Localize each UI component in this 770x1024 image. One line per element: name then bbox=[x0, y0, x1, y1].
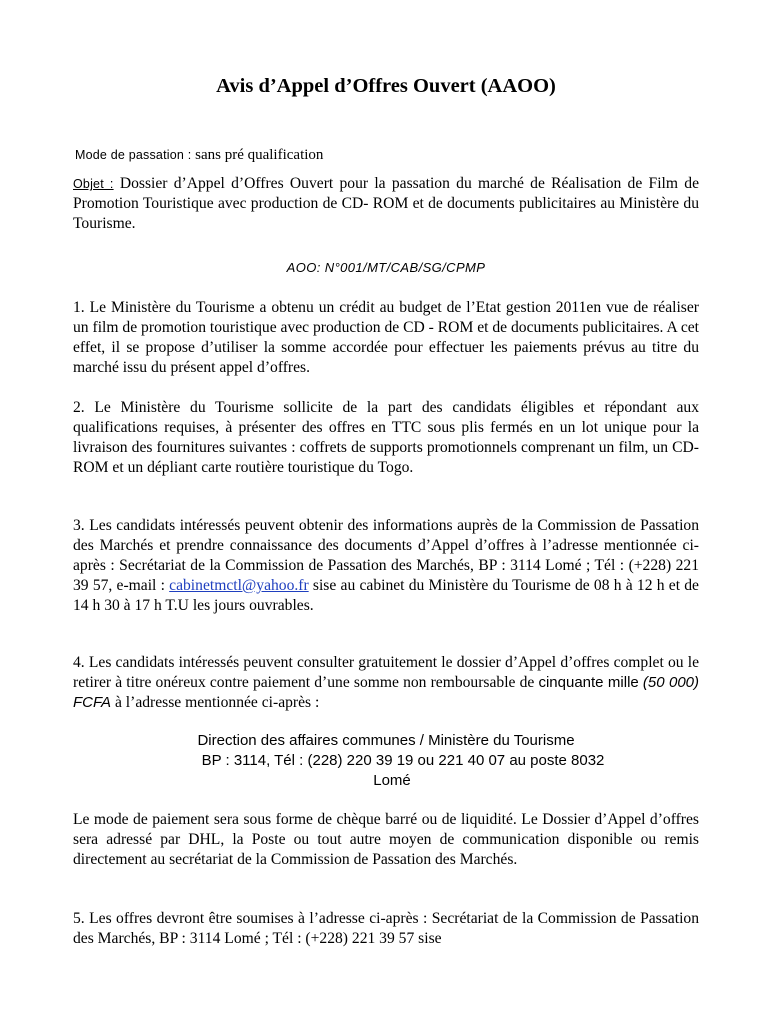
paragraph-5: 5. Les offres devront être soumises à l’adresse ci-après : Secrétariat de la Commission de Passation des Marchés, BP : 3114 Lomé ; Tél : (+228) 221 39 57 sise bbox=[73, 910, 699, 947]
price-words: cinquante mille bbox=[538, 674, 639, 691]
reference-number: AOO: N°001/MT/CAB/SG/CPMP bbox=[286, 260, 486, 275]
paragraph-1: 1. Le Ministère du Tourisme a obtenu un crédit au budget de l’Etat gestion 2011en vue de réaliser un film de promotion touristique avec production de CD - ROM et de documents publicitaires. A cet effet, il se propose d’utiliser la somme accordée pour effectuer les paiements prévus au titre du marché issu du présent appel d’offres. bbox=[73, 299, 699, 376]
paragraph-3-text: 3. Les candidats intéressés peuvent obtenir des informations auprès de la Commission de Passation des Marchés et prendre connaissance des documents d’Appel d’offres à l’adresse mentionnée ci-après : Secrétariat de la Commission de Passation des Marchés, BP : 3114 Lomé ; Tél : (+228) 221 39 57, e-mail : bbox=[73, 517, 699, 594]
paragraph-payment: Le mode de paiement sera sous forme de chèque barré ou de liquidité. Le Dossier d’Appel d’offres sera adressé par DHL, la Poste ou tout autre moyen de communication disponible ou remis directement au secrétariat de la Commission de Passation des Marchés. bbox=[73, 811, 699, 868]
objet-text: Dossier d’Appel d’Offres Ouvert pour la passation du marché de Réalisation de Film de Promotion Touristique avec production de CD- ROM et de documents publicitaires au Ministère du Tourisme. bbox=[73, 175, 699, 232]
address-line-1: Direction des affaires communes / Ministère du Tourisme bbox=[197, 732, 575, 749]
mode-label: Mode de passation : bbox=[75, 148, 192, 162]
paragraph-4-text-end: à l’adresse mentionnée ci-après : bbox=[114, 694, 320, 711]
paragraph-4-text: 4. Les candidats intéressés peuvent consulter gratuitement le dossier d’Appel d’offres complet ou le retirer à titre onéreux contre paiement d’une somme non remboursable de bbox=[73, 654, 699, 691]
paragraph-3 bbox=[73, 516, 699, 616]
mode-value: sans pré qualification bbox=[195, 147, 324, 163]
paragraph-3-text-end: sise au cabinet du Ministère du Tourisme de 08 h à 12 h et de 14 h 30 à 17 h T.U les jours ouvrables. bbox=[73, 577, 699, 614]
paragraph-4 bbox=[73, 653, 699, 713]
price-figures: (50 000) FCFA bbox=[73, 674, 699, 711]
address-line-2: BP : 3114, Tél : (228) 220 39 19 ou 221 40 07 au poste 8032 bbox=[201, 752, 605, 769]
objet-label: Objet : bbox=[73, 177, 114, 191]
document-title: Avis d’Appel d’Offres Ouvert (AAOO) bbox=[216, 75, 556, 97]
email-link[interactable]: cabinetmctl@yahoo.fr bbox=[169, 577, 309, 594]
mode-de-passation bbox=[75, 145, 323, 165]
objet-paragraph bbox=[73, 174, 699, 234]
address-block bbox=[73, 731, 699, 791]
address-line-3: Lomé bbox=[373, 772, 411, 789]
paragraph-2: 2. Le Ministère du Tourisme sollicite de la part des candidats éligibles et répondant aux qualifications requises, à présenter des offres en TTC sous plis fermés en un lot unique pour la livraison des fournitures suivantes : coffrets de supports promotionnels comprenant un film, un CD-ROM et un dépliant carte routière touristique du Togo. bbox=[73, 399, 699, 476]
